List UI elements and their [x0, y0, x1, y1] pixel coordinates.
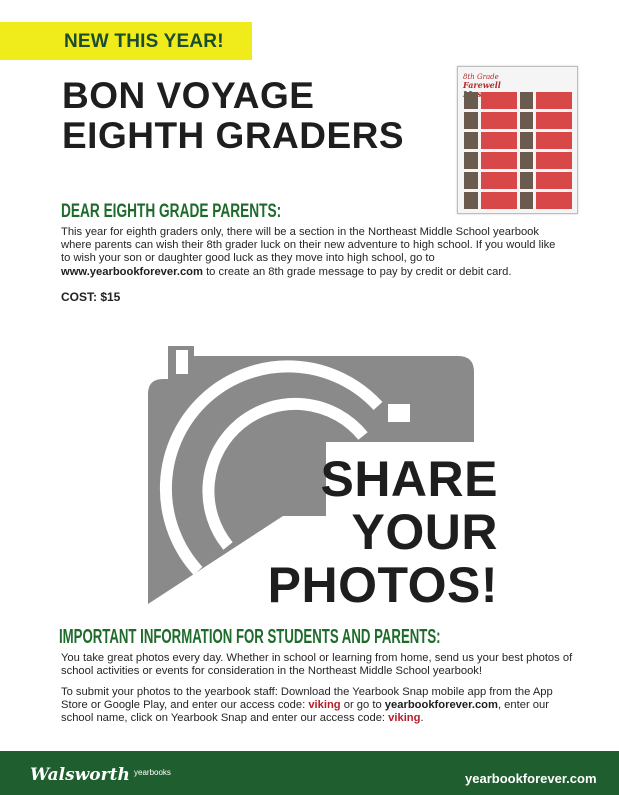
important-info-heading: IMPORTANT INFORMATION FOR STUDENTS AND PARENTS:	[59, 626, 441, 648]
share-line-3: PHOTOS!	[267, 557, 498, 613]
title-line-1: BON VOYAGE	[62, 75, 315, 116]
submit-instructions-paragraph	[61, 686, 576, 726]
share-line-1: SHARE	[320, 451, 498, 507]
farewell-messages-sample-image	[457, 66, 578, 214]
thumbnail-title-line-2: Farewell	[463, 80, 501, 90]
access-code-2: viking	[388, 712, 421, 725]
cost-label: COST: $15	[61, 290, 121, 304]
title-line-2: EIGHTH GRADERS	[62, 115, 405, 156]
parents-text-1: This year for eighth graders only, there will be a section in the Northeast Middle School yearbook where parents can wish their 8th grader luck on their new adventure to high school. If you would like to wish your son or daughter good luck as they move into high school, go to	[61, 226, 556, 265]
walsworth-logo: Walsworth	[30, 765, 130, 785]
share-line-2: YOUR	[351, 504, 498, 560]
share-your-photos-headline	[262, 453, 498, 612]
parents-paragraph	[61, 226, 566, 279]
photos-paragraph: You take great photos every day. Whether in school or learning from home, send us your best photos of school activities or events for consideration in the Northeast Middle School yearbook!	[61, 652, 573, 678]
walsworth-logo-subtitle: yearbooks	[134, 768, 171, 777]
submit-text-4: .	[420, 712, 424, 725]
submit-text-1: To submit your photos to the yearbook staff: Download the Yearbook Snap mobile app from the App Store or Google Play, and enter our access code:	[61, 686, 553, 712]
thumbnail-photo-grid	[462, 91, 573, 211]
yearbookforever-link-2[interactable]: yearbookforever.com	[384, 699, 498, 712]
submit-text-3: , enter our school name, click on Yearbook Snap and enter our access code:	[61, 699, 549, 725]
footer-url-link[interactable]: yearbookforever.com	[465, 771, 597, 786]
thumbnail-title-line-1: 8th Grade	[463, 73, 499, 81]
parents-text-2: to create an 8th grade message to pay by credit or debit card.	[202, 265, 512, 278]
yearbookforever-link[interactable]: www.yearbookforever.com	[61, 265, 203, 278]
parents-heading: DEAR EIGHTH GRADE PARENTS:	[61, 201, 282, 222]
banner-label: NEW THIS YEAR!	[64, 31, 224, 52]
page-title	[62, 76, 404, 156]
access-code-1: viking	[308, 699, 341, 712]
submit-text-2: or go to	[340, 699, 385, 712]
